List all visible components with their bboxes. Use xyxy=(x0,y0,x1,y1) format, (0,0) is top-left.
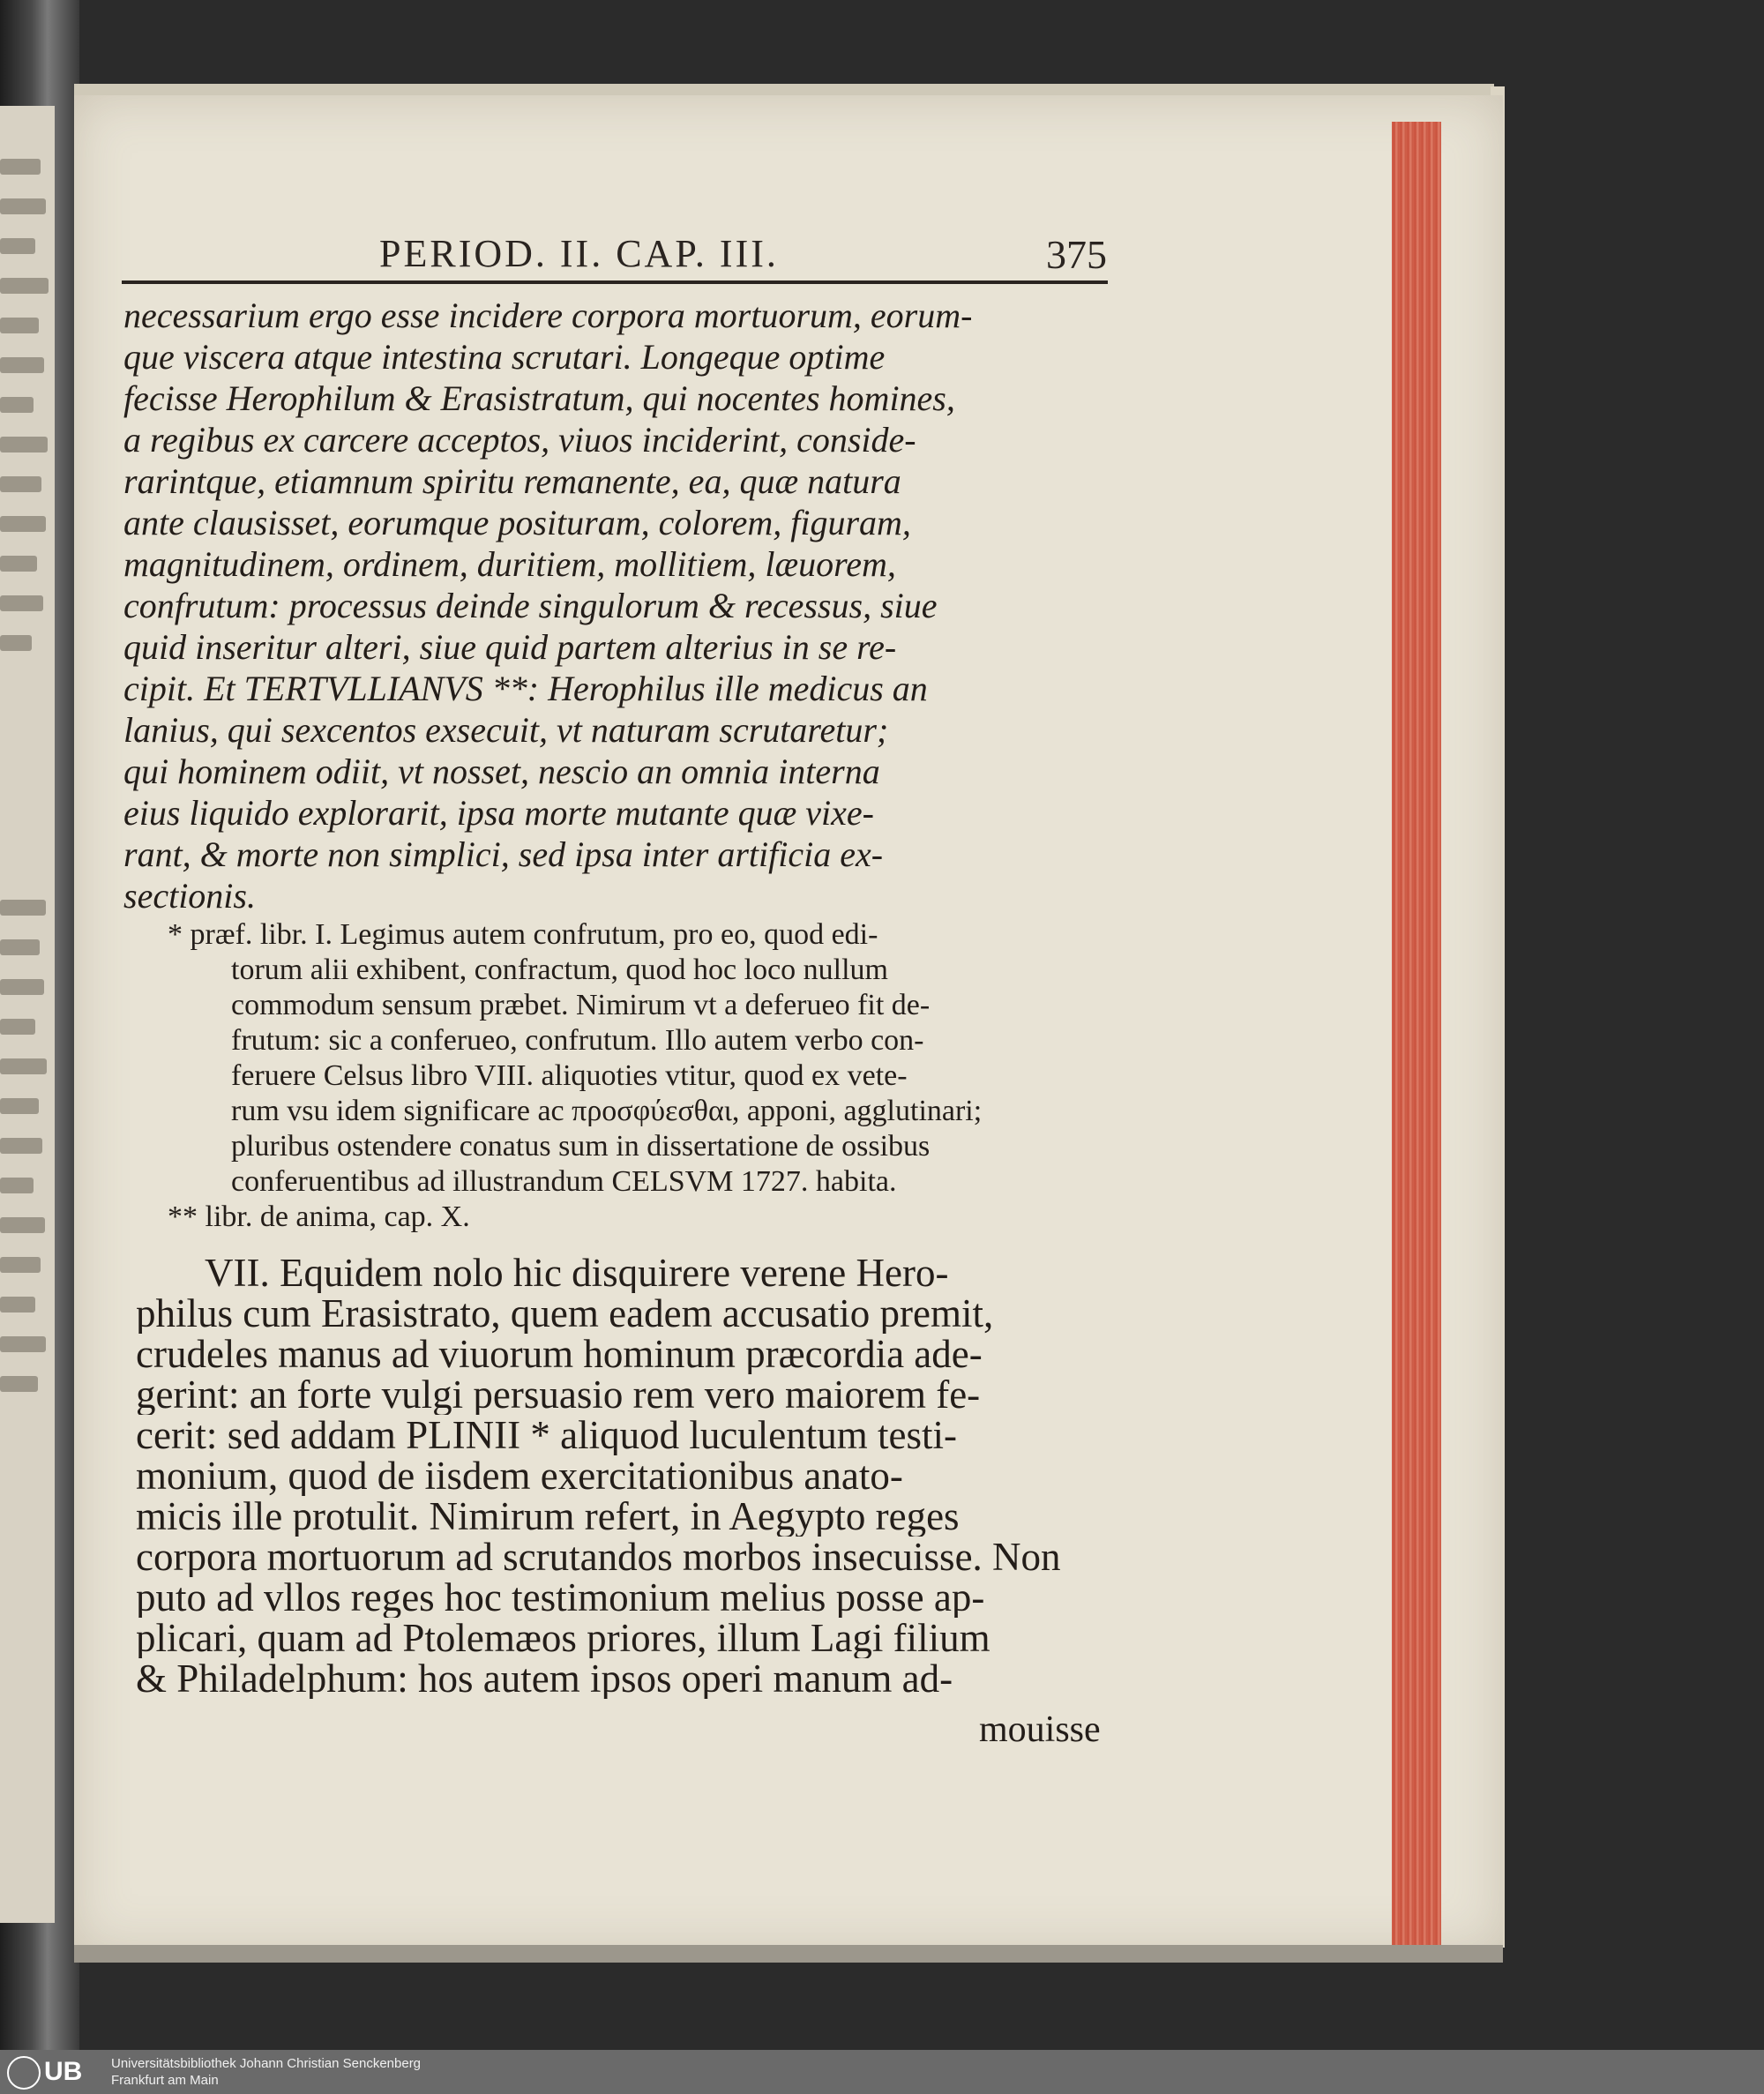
quote-line: sectionis. xyxy=(123,876,256,916)
library-logo xyxy=(7,2055,99,2089)
paragraph-line: philus cum Erasistrato, quem eadem accusatio premit, xyxy=(136,1293,994,1334)
footnote-line: frutum: sic a conferueo, confrutum. Illo autem verbo con- xyxy=(231,1024,924,1057)
paragraph-line: VII. Equidem nolo hic disquirere verene Hero- xyxy=(205,1253,949,1293)
running-title: PERIOD. II. CAP. III. xyxy=(379,232,779,275)
footnote-line: conferuentibus ad illustrandum CELSVM 1727. habita. xyxy=(231,1165,897,1198)
paragraph-line: cerit: sed addam PLINII * aliquod luculentum testi- xyxy=(136,1415,958,1455)
page-bottom-shadow xyxy=(74,1945,1503,1963)
quote-line: quid inseritur alteri, siue quid partem alterius in se re- xyxy=(123,627,897,667)
red-page-edges xyxy=(1392,122,1441,1952)
paragraph-line: gerint: an forte vulgi persuasio rem vero maiorem fe- xyxy=(136,1374,981,1415)
quote-line: que viscera atque intestina scrutari. Longeque optime xyxy=(123,337,886,377)
quote-line: eius liquido explorarit, ipsa morte mutante quæ vixe- xyxy=(123,793,874,833)
footnote-1 xyxy=(168,917,1120,1235)
quote-line: lanius, qui sexcentos exsecuit, vt naturam scrutaretur; xyxy=(123,710,889,750)
paragraph-line: corpora mortuorum ad scrutandos morbos insecuisse. Non xyxy=(136,1537,1061,1577)
paragraph-line: puto ad vllos reges hoc testimonium melius posse ap- xyxy=(136,1577,985,1618)
footnote-line: pluribus ostendere conatus sum in dissertatione de ossibus xyxy=(231,1130,931,1163)
footnote-line: torum alii exhibent, confractum, quod hoc loco nullum xyxy=(231,954,888,986)
library-seal-icon xyxy=(7,2056,41,2090)
page-number: 375 xyxy=(1046,232,1107,277)
footnote-line: commodum sensum præbet. Nimirum vt a deferueo fit de- xyxy=(231,989,931,1021)
header-rule xyxy=(122,280,1108,284)
quote-line: rant, & morte non simplici, sed ipsa inter artificia ex- xyxy=(123,834,884,874)
quote-line: fecisse Herophilum & Erasistratum, qui nocentes homines, xyxy=(123,378,955,418)
footnote-line: * præf. libr. I. Legimus autem confrutum, pro eo, quod edi- xyxy=(168,918,878,951)
quote-line: cipit. Et TERTVLLIANVS **: Herophilus ille medicus an xyxy=(123,669,928,708)
quote-line: confrutum: processus deinde singulorum & recessus, siue xyxy=(123,586,938,625)
institution-city: Frankfurt am Main xyxy=(111,2073,219,2088)
running-header xyxy=(123,231,1107,279)
paragraph-line: & Philadelphum: hos autem ipsos operi manum ad- xyxy=(136,1658,953,1699)
paragraph-vii xyxy=(123,1253,1120,1699)
footnote-2: ** libr. de anima, cap. X. xyxy=(168,1200,470,1233)
quote-line: qui hominem odiit, vt nosset, nescio an omnia interna xyxy=(123,752,880,791)
institution-credit xyxy=(111,2055,421,2089)
footnote-line: feruere Celsus libro VIII. aliquoties vtitur, quod ex vete- xyxy=(231,1059,908,1092)
paragraph-line: monium, quod de iisdem exercitationibus anato- xyxy=(136,1455,903,1496)
footnote-line: rum vsu idem significare ac προσφύεσθαι, apponi, agglutinari; xyxy=(231,1095,983,1127)
paragraph-line: crudeles manus ad viuorum hominum præcordia ade- xyxy=(136,1334,983,1374)
quote-line: magnitudinem, ordinem, duritiem, mollitiem, læuorem, xyxy=(123,544,896,584)
paragraph-line: micis ille protulit. Nimirum refert, in Aegypto reges xyxy=(136,1496,960,1537)
previous-page-edge xyxy=(0,106,55,1923)
quote-line: a regibus ex carcere acceptos, viuos inciderint, conside- xyxy=(123,420,916,460)
quote-line: ante clausisset, eorumque posituram, colorem, figuram, xyxy=(123,503,911,542)
main-quote xyxy=(123,295,1120,916)
paragraph-line: plicari, quam ad Ptolemæos priores, illum Lagi filium xyxy=(136,1618,990,1658)
quote-line: rarintque, etiamnum spiritu remanente, ea, quæ natura xyxy=(123,461,901,501)
quote-line: necessarium ergo esse incidere corpora mortuorum, eorum- xyxy=(123,295,973,335)
logo-text: UB xyxy=(44,2057,83,2086)
catchword: mouisse xyxy=(979,1709,1101,1750)
institution-name: Universitätsbibliothek Johann Christian Senckenberg xyxy=(111,2056,422,2071)
